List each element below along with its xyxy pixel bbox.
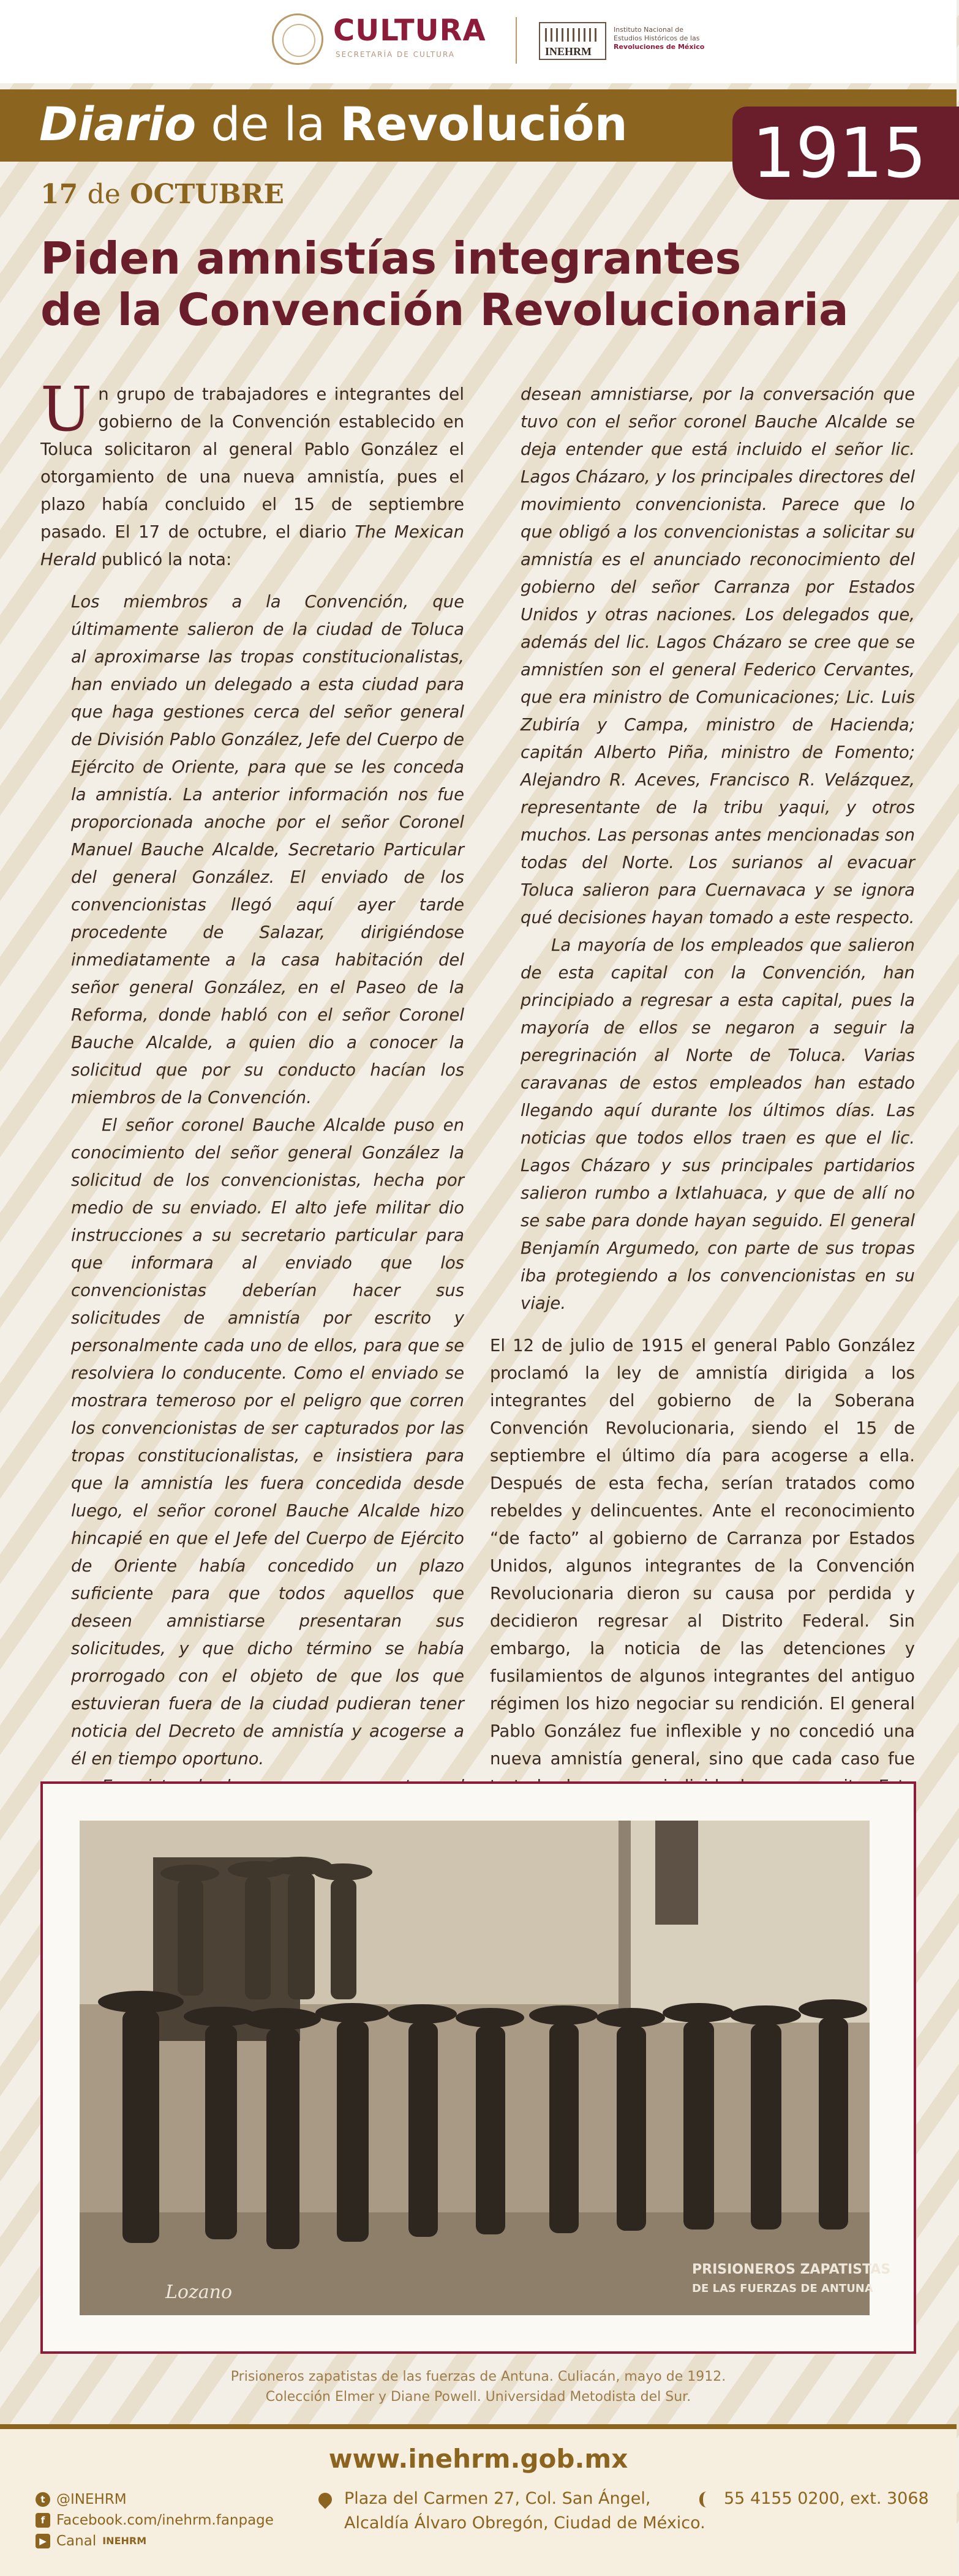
address-line: Alcaldía Álvaro Obregón, Ciudad de México.: [344, 2514, 705, 2533]
article-column-left: [40, 373, 464, 1938]
caption-line: Prisioneros zapatistas de las fuerzas de Antuna. Culiacán, mayo de 1912.: [230, 2369, 726, 2384]
quote-paragraph: El señor coronel Bauche Alcalde puso en conocimiento del señor general González la solicitud de los convencionistas, hecha por medio de su enviado. El alto jefe militar dio instrucciones a su secretario particular para que informara al enviado que los convencionistas deberían hacer sus solicitudes de amnistía por escrito y personalmente cada uno de ellos, para que se resolviera lo conducente. Como el enviado se mostrara temeroso por el peligro que corren los convencionistas de ser capturados por las tropas constitucionalistas, e insistiera para que la amnistía les fuera concedida desde luego, el señor coronel Bauche Alcalde hizo hincapié en que el Jefe del Cuerpo de Ejército de Oriente había concedido un plazo suficiente para que todos aquellos que deseen amnistiarse presentaran sus solicitudes, y que dicho término se había prorrogado con el objeto de que los que estuvieran fuera de la ciudad pudieran tener noticia del Decreto de amnistía y acogerse a él en tiempo oportuno.: [71, 1115, 464, 1769]
phone-number[interactable]: 55 4155 0200, ext. 3068: [724, 2489, 929, 2508]
logo-divider: [516, 17, 517, 64]
twitter-icon: t: [36, 2492, 50, 2507]
youtube-link[interactable]: [36, 2531, 274, 2552]
series-title: [39, 97, 628, 151]
website-link[interactable]: www.inehrm.gob.mx: [328, 2444, 628, 2474]
national-seal-icon: [272, 13, 323, 65]
date-de: de: [87, 179, 121, 210]
quote-paragraph: La mayoría de los empleados que salieron de esta capital con la Convención, han principiado a regresar a esta capital, pues la mayoría de ellos se negaron a seguir la peregrinación al Norte de Toluca. Varias caravanas de estos empleados han estado llegando aquí durante los últimos días. Las noticias que todos ellos traen es que el lic. Lagos Cházaro y sus principales partidarios salieron rumbo a Ixtlahuaca, y que de allí no se sabe para donde hayan seguido. El general Benjamín Argumedo, con parte de sus tropas iba protegiendo a los convencionistas en su viaje.: [521, 935, 915, 1313]
cultura-subtitle: SECRETARÍA DE CULTURA: [336, 50, 456, 59]
article-column-right: [490, 381, 915, 1855]
series-title-word: Revolución: [340, 97, 628, 151]
facebook-url: Facebook.com/inehrm.fanpage: [56, 2512, 274, 2528]
historical-photo: [80, 1821, 891, 2315]
building-columns-icon: [545, 28, 600, 42]
twitter-link[interactable]: [36, 2489, 274, 2510]
inehrm-logo: [539, 22, 606, 60]
date-line: [40, 179, 284, 210]
inehrm-text-line: Revoluciones de México: [614, 43, 705, 51]
quote-paragraph-continued: desean amnistiarse, por la conversación que tuvo con el señor coronel Bauche Alcalde se deja entender que está incluido el señor lic. Lagos Cházaro, y los principales directores del movimiento convencionista. Parece que lo que obligó a los convencionistas a solicitar su amnistía es el anunciado reconocimiento del gobierno del señor Carranza por Estados Unidos y otras naciones. Los delegados que, además del lic. Lagos Cházaro se cree que se amnistíen son el general Federico Cervantes, que era ministro de Comunicaciones; Lic. Luis Zubiría y Campa, ministro de Hacienda; capitán Alberto Piña, ministro de Fomento; Alejandro R. Aceves, Francisco R. Velázquez, representante de la tribu yaqui, y otros muchos. Las personas antes mencionadas son todas del Norte. Los surianos al evacuar Toluca salieron para Cuernavaca y se ignora qué decisiones hayan tomado a este respecto.: [521, 384, 915, 927]
facebook-icon: f: [36, 2513, 50, 2528]
date-month: OCTUBRE: [130, 179, 284, 210]
photographer-signature: Lozano: [165, 2282, 233, 2303]
inehrm-full-name: [614, 26, 712, 51]
facebook-link[interactable]: [36, 2510, 274, 2531]
date-day: 17: [40, 179, 78, 210]
series-title-word: de la: [196, 97, 340, 151]
top-logo-bar: [0, 0, 957, 83]
youtube-channel: INEHRM: [102, 2535, 147, 2547]
phone-icon: [699, 2492, 710, 2507]
newspaper-name: The Mexican Herald: [40, 522, 464, 569]
address: [344, 2487, 705, 2536]
cultura-brand: CULTURA: [333, 13, 486, 48]
youtube-label: Canal: [56, 2533, 97, 2549]
article-headline: [40, 233, 849, 335]
inehrm-text-line: Estudios Históricos de las: [614, 34, 700, 42]
headline-line: Piden amnistías integrantes: [40, 233, 742, 284]
twitter-handle: @INEHRM: [56, 2492, 127, 2507]
intro-text: n grupo de trabajadores e integrantes del gobierno de la Convención establecido en Toluca solicitaron al general Pablo González el otorgamiento de una nueva amnistía, pues el plazo había concluido el 15 de septiembre pasado. El 17 de octubre, el diario: [40, 384, 464, 542]
drop-cap: U: [40, 373, 92, 445]
address-line: Plaza del Carmen 27, Col. San Ángel,: [344, 2489, 651, 2508]
caption-line: Colección Elmer y Diane Powell. Universidad Metodista del Sur.: [265, 2389, 691, 2405]
photo-inscription: DE LAS FUERZAS DE ANTUNA: [692, 2282, 873, 2295]
intro-paragraph: [40, 373, 464, 574]
series-title-word: Diario: [39, 97, 197, 151]
inehrm-logo-name: INEHRM: [545, 45, 592, 58]
headline-line: de la Convención Revolucionaria: [40, 284, 849, 335]
footer-rule: [0, 2424, 957, 2429]
inehrm-text-line: Instituto Nacional de: [614, 26, 683, 34]
photo-caption: [0, 2367, 957, 2407]
social-links: [36, 2489, 274, 2552]
closing-paragraph: El 12 de julio de 1915 el general Pablo González proclamó la ley de amnistía dirigida a los integrantes del gobierno de la Soberana Convención Revolucionaria, siendo el 15 de septiembre el último día para acogerse a ella. Después de esta fecha, serían tratados como rebeldes y delincuentes. Ante el reconocimiento “de facto” al gobierno de Carranza por Estados Unidos, algunos integrantes de la Convención Revolucionaria dieron su causa por perdida y decidieron regresar al Distrito Federal. Sin embargo, la noticia de las detenciones y fusilamientos de algunos integrantes del antiguo régimen los hizo negociar su rendición. El general Pablo González fue inflexible y no concedió una nueva amnistía general, sino que cada caso fue: [490, 1336, 915, 1769]
quote-paragraph: Los miembros a la Convención, que últimamente salieron de la ciudad de Toluca al aproximarse las tropas constitucionalistas, han enviado un delegado a esta ciudad para que haga gestiones cerca del señor general de División Pablo González, Jefe del Cuerpo de Ejército de Oriente, para que se les conceda la amnistía. La anterior información nos fue proporcionada anoche por el señor Coronel Manuel Bauche Alcalde, Secretario Particular del general González. El enviado de los convencionistas llegó aquí ayer tarde procedente de Salazar, dirigiéndose inmediatamente a la casa habitación del señor general González, en el Paseo de la Reforma, donde habló con el señor Coronel Bauche Alcalde, a quien dio a conocer la solicitud que por su conducto hacían los miembros de la Convención.: [71, 592, 464, 1107]
year-label: 1915: [752, 114, 927, 193]
youtube-icon: ▶: [36, 2534, 50, 2548]
prisoners-photo-illustration: [80, 1821, 891, 2315]
photo-inscription: PRISIONEROS ZAPATISTAS: [692, 2262, 891, 2277]
intro-text-end: publicó la nota:: [96, 550, 232, 569]
